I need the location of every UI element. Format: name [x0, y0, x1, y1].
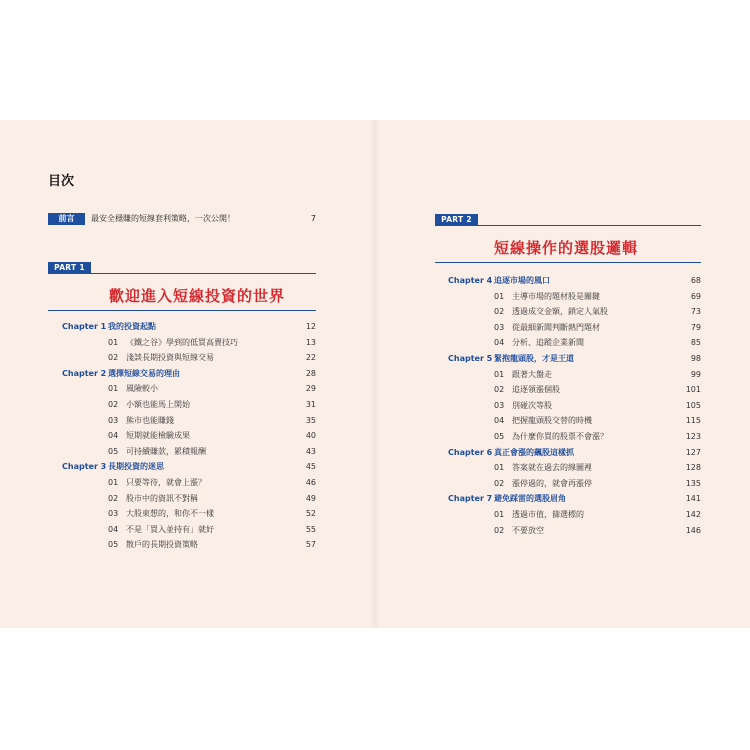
toc-section-row	[448, 461, 701, 475]
toc-section-row	[62, 336, 316, 350]
section-title: 別碰次等股	[512, 400, 552, 410]
toc-section-row	[62, 523, 316, 537]
section-number: 04	[108, 524, 119, 534]
section-title: 為什麼你買的股票不會漲？	[512, 432, 608, 441]
page-number: 127	[685, 447, 701, 457]
section-title: 不要放空	[512, 525, 544, 535]
section-number: 03	[494, 400, 505, 410]
toc-section-row	[62, 492, 316, 506]
page-number: 31	[305, 400, 316, 409]
page-number: 69	[690, 291, 701, 301]
chapter-number: Chapter 5	[448, 354, 493, 363]
toc-section-row	[448, 305, 701, 319]
section-number: 02	[108, 353, 119, 363]
page-number: 49	[305, 493, 316, 503]
page-number: 22	[305, 353, 316, 363]
toc-section-row	[448, 430, 701, 444]
section-title: 大股東想的，和你不一樣	[126, 509, 214, 519]
preface-page: 7	[310, 214, 316, 223]
toc-section-row	[448, 414, 701, 428]
preface-tag: 前言	[48, 213, 85, 225]
section-title: 答案就在過去的線圖裡	[512, 463, 592, 473]
page-number: 141	[685, 494, 701, 504]
section-title: 從最細新聞判斷熱門題材	[512, 322, 600, 332]
toc-chapter-row	[448, 274, 701, 288]
page-number: 98	[690, 354, 701, 363]
toc-section-row	[448, 383, 701, 397]
chapter-title: 緊抱龍頭股，才是王道	[494, 354, 574, 363]
page-number: 45	[305, 462, 316, 472]
section-title: 《鐵之谷》學到的低買高賣技巧	[126, 337, 238, 347]
chapter-title: 避免踩雷的選股眉角	[494, 494, 566, 504]
section-number: 02	[494, 385, 505, 395]
toc-chapter-row	[62, 367, 316, 381]
section-title: 短期就能檢驗成果	[126, 431, 190, 441]
section-number: 02	[108, 400, 119, 409]
toc-section-row	[448, 399, 701, 413]
chapter-title: 追逐市場的風口	[494, 276, 550, 285]
book-spread	[0, 120, 750, 628]
toc-chapter-row	[62, 320, 316, 334]
section-number: 05	[494, 432, 505, 441]
section-title: 追逐領漲個股	[512, 385, 560, 395]
part-2-header	[435, 214, 701, 266]
section-title: 只要等待，就會上漲？	[126, 478, 206, 487]
chapter-number: Chapter 6	[448, 447, 493, 457]
toc-section-row	[62, 414, 316, 428]
toc-title: 目次	[48, 174, 75, 189]
section-number: 04	[108, 431, 119, 441]
section-title: 把握龍頭股交替的時機	[512, 416, 592, 426]
page-number: 57	[305, 540, 316, 550]
section-number: 01	[108, 384, 119, 394]
page-number: 101	[685, 385, 701, 395]
toc-section-row	[448, 477, 701, 491]
section-number: 02	[494, 478, 505, 488]
section-title: 漲停過的，就會再漲停	[512, 478, 592, 488]
part-tag: PART 1	[48, 262, 91, 274]
section-title: 跟著大盤走	[512, 369, 552, 379]
section-title: 淺談長期投資與短線交易	[126, 353, 214, 363]
toc-section-row	[448, 336, 701, 350]
chapter-number: Chapter 7	[448, 494, 493, 504]
page-number: 79	[690, 322, 701, 332]
toc-section-row	[62, 476, 316, 490]
page-number: 128	[685, 463, 701, 473]
page-number: 28	[305, 368, 316, 378]
page-number: 68	[690, 276, 701, 285]
section-number: 01	[494, 463, 505, 473]
page-number: 46	[305, 478, 316, 487]
section-number: 03	[108, 509, 119, 519]
toc-section-row	[448, 321, 701, 335]
preface-row	[48, 213, 316, 226]
section-title: 透過市值，篩選標的	[512, 510, 584, 519]
page-number: 55	[305, 524, 316, 534]
toc-chapter-row	[448, 352, 701, 366]
toc-section-row	[62, 429, 316, 443]
toc-section-row	[448, 508, 701, 522]
section-title: 散戶的長期投資策略	[126, 540, 198, 550]
section-title: 透過成交金額，鎖定人氣股	[512, 307, 608, 317]
chapter-title: 真正會漲的飆股這樣抓	[494, 447, 574, 457]
page-number: 73	[690, 307, 701, 317]
toc-chapter-row	[448, 446, 701, 460]
chapter-title: 選擇短線交易的理由	[108, 368, 180, 378]
toc-section-row	[448, 524, 701, 538]
page-number: 13	[305, 337, 316, 347]
toc-section-row	[62, 445, 316, 459]
page-number: 123	[685, 432, 701, 441]
section-title: 主導市場的題材股是關鍵	[512, 291, 600, 301]
section-number: 02	[494, 307, 505, 317]
section-title: 風險較小	[126, 384, 158, 394]
toc-section-row	[62, 538, 316, 552]
chapter-number: Chapter 1	[62, 322, 107, 331]
section-title: 分析、追蹤企業新聞	[512, 338, 584, 348]
part-title: 短線操作的選股邏輯	[494, 239, 639, 257]
page-gutter	[370, 120, 380, 628]
section-number: 02	[108, 493, 119, 503]
section-number: 01	[108, 337, 119, 347]
section-number: 05	[108, 540, 119, 550]
section-number: 04	[494, 338, 505, 348]
section-number: 03	[494, 322, 505, 332]
toc-section-row	[448, 290, 701, 304]
toc-chapter-row	[448, 492, 701, 506]
page-number: 99	[690, 369, 701, 379]
preface-title: 最安全穩賺的短線套利策略，一次公開！	[91, 214, 235, 223]
toc-section-row	[62, 507, 316, 521]
section-title: 可持續賺款，累積報酬	[126, 446, 206, 456]
toc-section-row	[62, 382, 316, 396]
section-number: 05	[108, 446, 119, 456]
section-number: 02	[494, 525, 505, 535]
section-number: 03	[108, 415, 119, 425]
chapter-title: 我的投資起點	[108, 322, 156, 331]
page-number: 85	[690, 338, 701, 348]
page-number: 142	[685, 510, 701, 519]
section-title: 小額也能馬上開始	[126, 400, 190, 409]
chapter-title: 長期投資的迷思	[108, 462, 164, 472]
page-number: 52	[305, 509, 316, 519]
toc-section-row	[448, 368, 701, 382]
page-number: 40	[305, 431, 316, 441]
section-number: 01	[494, 291, 505, 301]
page-number: 43	[305, 446, 316, 456]
part-title-box	[48, 273, 316, 311]
section-number: 01	[494, 510, 505, 519]
part-title-box	[435, 225, 701, 263]
part-tag: PART 2	[435, 214, 478, 226]
section-title: 股市中的資訊不對稱	[126, 493, 198, 503]
chapter-number: Chapter 4	[448, 276, 493, 285]
section-title: 不是「買入並持有」就好	[126, 524, 214, 534]
chapter-number: Chapter 2	[62, 368, 107, 378]
section-title: 熊市也能賺錢	[126, 415, 174, 425]
part-title: 歡迎進入短線投資的世界	[109, 287, 286, 305]
page-number: 105	[685, 400, 701, 410]
page-number: 115	[685, 416, 701, 426]
section-number: 04	[494, 416, 505, 426]
chapter-number: Chapter 3	[62, 462, 107, 472]
page-number: 135	[685, 478, 701, 488]
page-number: 35	[305, 415, 316, 425]
toc-section-row	[62, 351, 316, 365]
section-number: 01	[108, 478, 119, 487]
section-number: 01	[494, 369, 505, 379]
part-1-header	[48, 262, 316, 314]
page-number: 29	[305, 384, 316, 394]
page-number: 12	[305, 322, 316, 331]
toc-section-row	[62, 398, 316, 412]
page-number: 146	[685, 525, 701, 535]
toc-chapter-row	[62, 460, 316, 474]
